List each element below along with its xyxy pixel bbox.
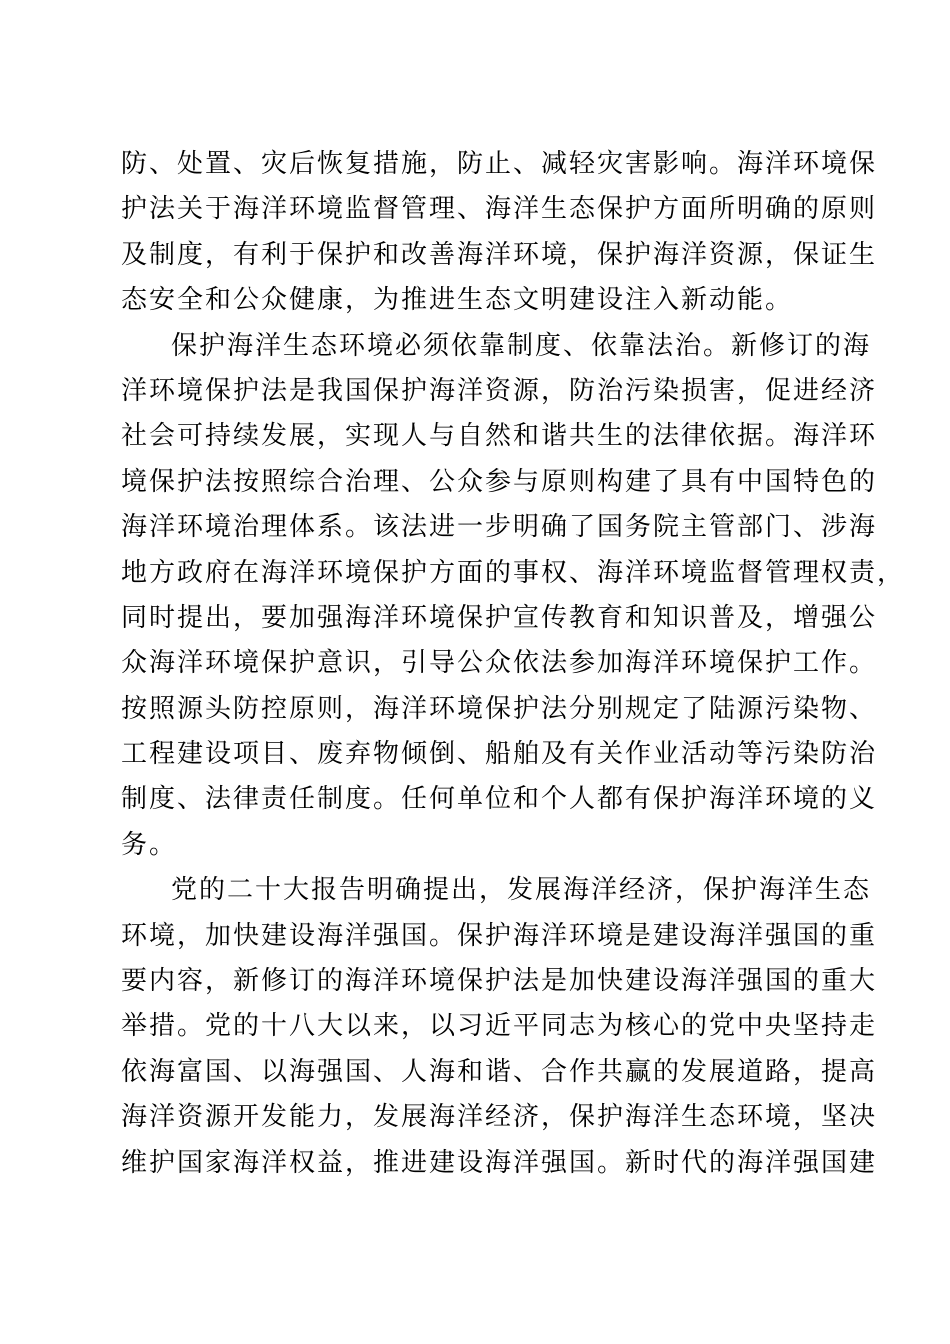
- text-line: 海洋资源开发能力，发展海洋经济，保护海洋生态环境，坚决: [121, 1102, 878, 1133]
- text-line: 社会可持续发展，实现人与自然和谐共生的法律依据。海洋环: [121, 421, 878, 452]
- text-line: 维护国家海洋权益，推进建设海洋强国。新时代的海洋强国建: [121, 1147, 878, 1178]
- text-line: 要内容，新修订的海洋环境保护法是加快建设海洋强国的重大: [121, 966, 878, 997]
- text-line: 境保护法按照综合治理、公众参与原则构建了具有中国特色的: [121, 466, 878, 497]
- text-line: 举措。党的十八大以来，以习近平同志为核心的党中央坚持走: [121, 1011, 878, 1042]
- text-line: 按照源头防控原则，海洋环境保护法分别规定了陆源污染物、: [121, 693, 878, 724]
- text-line: 地方政府在海洋环境保护方面的事权、海洋环境监督管理权责，: [121, 557, 906, 588]
- text-line: 依海富国、以海强国、人海和谐、合作共赢的发展道路，提高: [121, 1056, 878, 1087]
- text-line: 海洋环境治理体系。该法进一步明确了国务院主管部门、涉海: [121, 512, 878, 543]
- text-line: 护法关于海洋环境监督管理、海洋生态保护方面所明确的原则: [121, 194, 878, 225]
- text-line: 工程建设项目、废弃物倾倒、船舶及有关作业活动等污染防治: [121, 739, 878, 770]
- text-line: 同时提出，要加强海洋环境保护宣传教育和知识普及，增强公: [121, 602, 878, 633]
- text-line: 保护海洋生态环境必须依靠制度、依靠法治。新修订的海: [171, 330, 872, 361]
- text-line: 及制度，有利于保护和改善海洋环境，保护海洋资源，保证生: [121, 239, 878, 270]
- text-line: 务。: [121, 829, 178, 860]
- text-line: 洋环境保护法是我国保护海洋资源，防治污染损害，促进经济: [121, 375, 878, 406]
- text-line: 态安全和公众健康，为推进生态文明建设注入新动能。: [121, 285, 794, 316]
- text-line: 党的二十大报告明确提出，发展海洋经济，保护海洋生态: [171, 875, 872, 906]
- text-line: 制度、法律责任制度。任何单位和个人都有保护海洋环境的义: [121, 784, 878, 815]
- text-line: 环境，加快建设海洋强国。保护海洋环境是建设海洋强国的重: [121, 920, 878, 951]
- text-line: 防、处置、灾后恢复措施，防止、减轻灾害影响。海洋环境保: [121, 149, 878, 179]
- document-body: [121, 142, 906, 1186]
- text-line: 众海洋环境保护意识，引导公众依法参加海洋环境保护工作。: [121, 648, 878, 679]
